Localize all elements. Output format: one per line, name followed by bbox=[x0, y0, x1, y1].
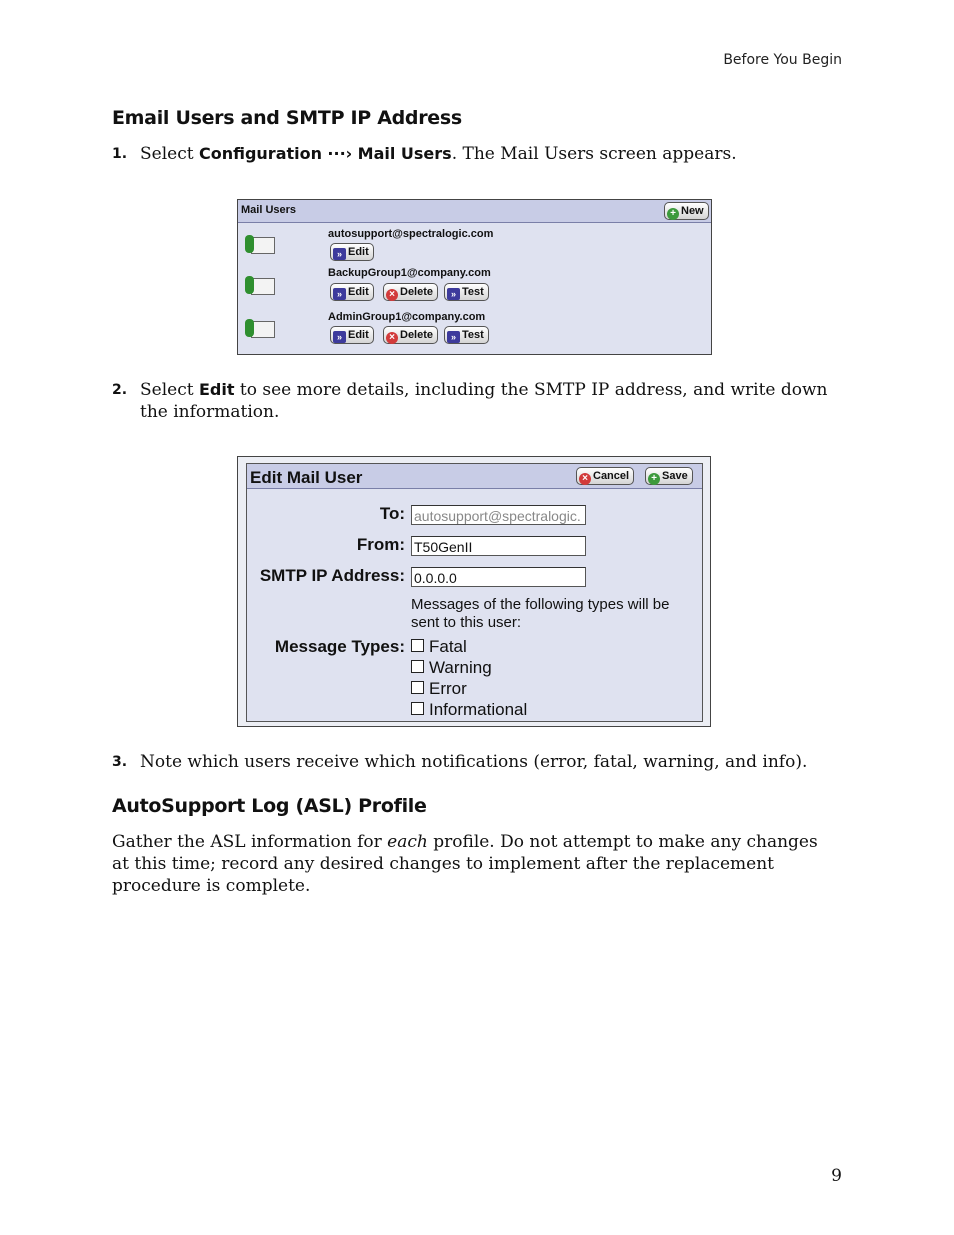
checkbox-label: Informational bbox=[429, 700, 528, 719]
step-1 bbox=[112, 143, 852, 165]
running-header: Before You Begin bbox=[723, 52, 842, 68]
checkbox-warning[interactable] bbox=[411, 658, 492, 678]
mail-users-title-bar bbox=[238, 200, 711, 223]
edit-reference: Edit bbox=[198, 380, 235, 399]
step-3 bbox=[112, 751, 852, 773]
chevron-right-icon: » bbox=[333, 248, 346, 260]
message-types-note: Messages of the following types will be sent to this user: bbox=[411, 596, 670, 631]
test-label: Test bbox=[462, 286, 484, 298]
delete-icon: × bbox=[386, 289, 398, 301]
test-label: Test bbox=[462, 329, 484, 341]
chevron-right-icon: » bbox=[333, 331, 346, 343]
cancel-icon: × bbox=[579, 473, 591, 485]
section-heading-asl-profile: AutoSupport Log (ASL) Profile bbox=[112, 795, 427, 817]
test-button[interactable] bbox=[444, 283, 489, 301]
delete-icon: × bbox=[386, 332, 398, 344]
to-label: To: bbox=[379, 504, 405, 523]
to-field[interactable]: autosupport@spectralogic. bbox=[411, 505, 586, 525]
edit-label: Edit bbox=[348, 286, 369, 298]
checkbox-fatal[interactable] bbox=[411, 637, 467, 657]
edit-mail-user-title-bar bbox=[247, 464, 702, 489]
smtp-ip-label: SMTP IP Address: bbox=[259, 566, 405, 585]
page-number: 9 bbox=[831, 1166, 842, 1186]
chevron-right-icon: » bbox=[447, 331, 460, 343]
mail-users-screenshot bbox=[237, 199, 712, 355]
user-email: BackupGroup1@company.com bbox=[328, 267, 491, 279]
checkbox-label: Warning bbox=[429, 658, 492, 677]
smtp-ip-field[interactable]: 0.0.0.0 bbox=[411, 567, 586, 587]
checkbox-error[interactable] bbox=[411, 679, 467, 699]
step-text: Select bbox=[140, 380, 199, 400]
delete-label: Delete bbox=[400, 329, 434, 341]
edit-label: Edit bbox=[348, 329, 369, 341]
user-mail-icon bbox=[245, 276, 275, 294]
chevron-right-icon: » bbox=[447, 288, 460, 300]
edit-label: Edit bbox=[348, 246, 369, 258]
step-text: . The Mail Users screen appears. bbox=[451, 144, 737, 164]
step-text: Note which users receive which notifications (error, fatal, warning, and info). bbox=[140, 752, 808, 772]
cancel-label: Cancel bbox=[593, 470, 630, 482]
save-label: Save bbox=[662, 470, 688, 482]
step-number: 3. bbox=[112, 754, 128, 770]
step-text: to see more details, including the SMTP IP address, and write down the information. bbox=[140, 380, 828, 422]
checkbox-icon bbox=[411, 702, 424, 715]
menu-path-configuration: Configuration bbox=[198, 144, 322, 163]
step-text: Select bbox=[140, 144, 199, 164]
menu-path-mail-users: Mail Users bbox=[357, 144, 452, 163]
cancel-button[interactable] bbox=[576, 467, 634, 485]
message-types-label: Message Types: bbox=[274, 637, 405, 656]
delete-button[interactable] bbox=[383, 326, 438, 344]
edit-mail-user-screenshot bbox=[237, 456, 711, 727]
section-heading-email-users: Email Users and SMTP IP Address bbox=[112, 107, 462, 129]
edit-button[interactable] bbox=[330, 283, 374, 301]
user-email: autosupport@spectralogic.com bbox=[328, 228, 494, 240]
paragraph-text: Gather the ASL information for bbox=[112, 832, 388, 852]
edit-button[interactable] bbox=[330, 326, 374, 344]
checkbox-label: Error bbox=[429, 679, 467, 698]
new-button[interactable] bbox=[664, 202, 709, 220]
checkbox-label: Fatal bbox=[429, 637, 467, 656]
checkbox-icon bbox=[411, 660, 424, 673]
paragraph-emphasis: each bbox=[387, 832, 428, 852]
checkbox-icon bbox=[411, 639, 424, 652]
edit-mail-user-panel bbox=[246, 463, 703, 722]
user-mail-icon bbox=[245, 235, 275, 253]
asl-paragraph bbox=[112, 831, 838, 897]
new-label: New bbox=[681, 205, 704, 217]
plus-icon: + bbox=[667, 208, 679, 220]
checkbox-icon bbox=[411, 681, 424, 694]
user-mail-icon bbox=[245, 319, 275, 337]
checkbox-informational[interactable] bbox=[411, 700, 527, 720]
delete-button[interactable] bbox=[383, 283, 438, 301]
mail-users-title: Mail Users bbox=[241, 204, 297, 216]
menu-arrow-icon: ···› bbox=[327, 144, 353, 163]
step-number: 1. bbox=[112, 146, 128, 162]
test-button[interactable] bbox=[444, 326, 489, 344]
step-2 bbox=[112, 379, 852, 423]
save-icon: + bbox=[648, 473, 660, 485]
chevron-right-icon: » bbox=[333, 288, 346, 300]
user-email: AdminGroup1@company.com bbox=[328, 311, 486, 323]
from-label: From: bbox=[356, 535, 405, 554]
save-button[interactable] bbox=[645, 467, 693, 485]
delete-label: Delete bbox=[400, 286, 434, 298]
edit-mail-user-title: Edit Mail User bbox=[250, 468, 363, 487]
from-field[interactable]: T50GenII bbox=[411, 536, 586, 556]
step-number: 2. bbox=[112, 382, 128, 398]
edit-button[interactable] bbox=[330, 243, 374, 261]
paragraph-text: profile. Do not attempt to make any changes at this time; record any desired changes to implement after the replacement procedure is complete. bbox=[112, 832, 818, 896]
